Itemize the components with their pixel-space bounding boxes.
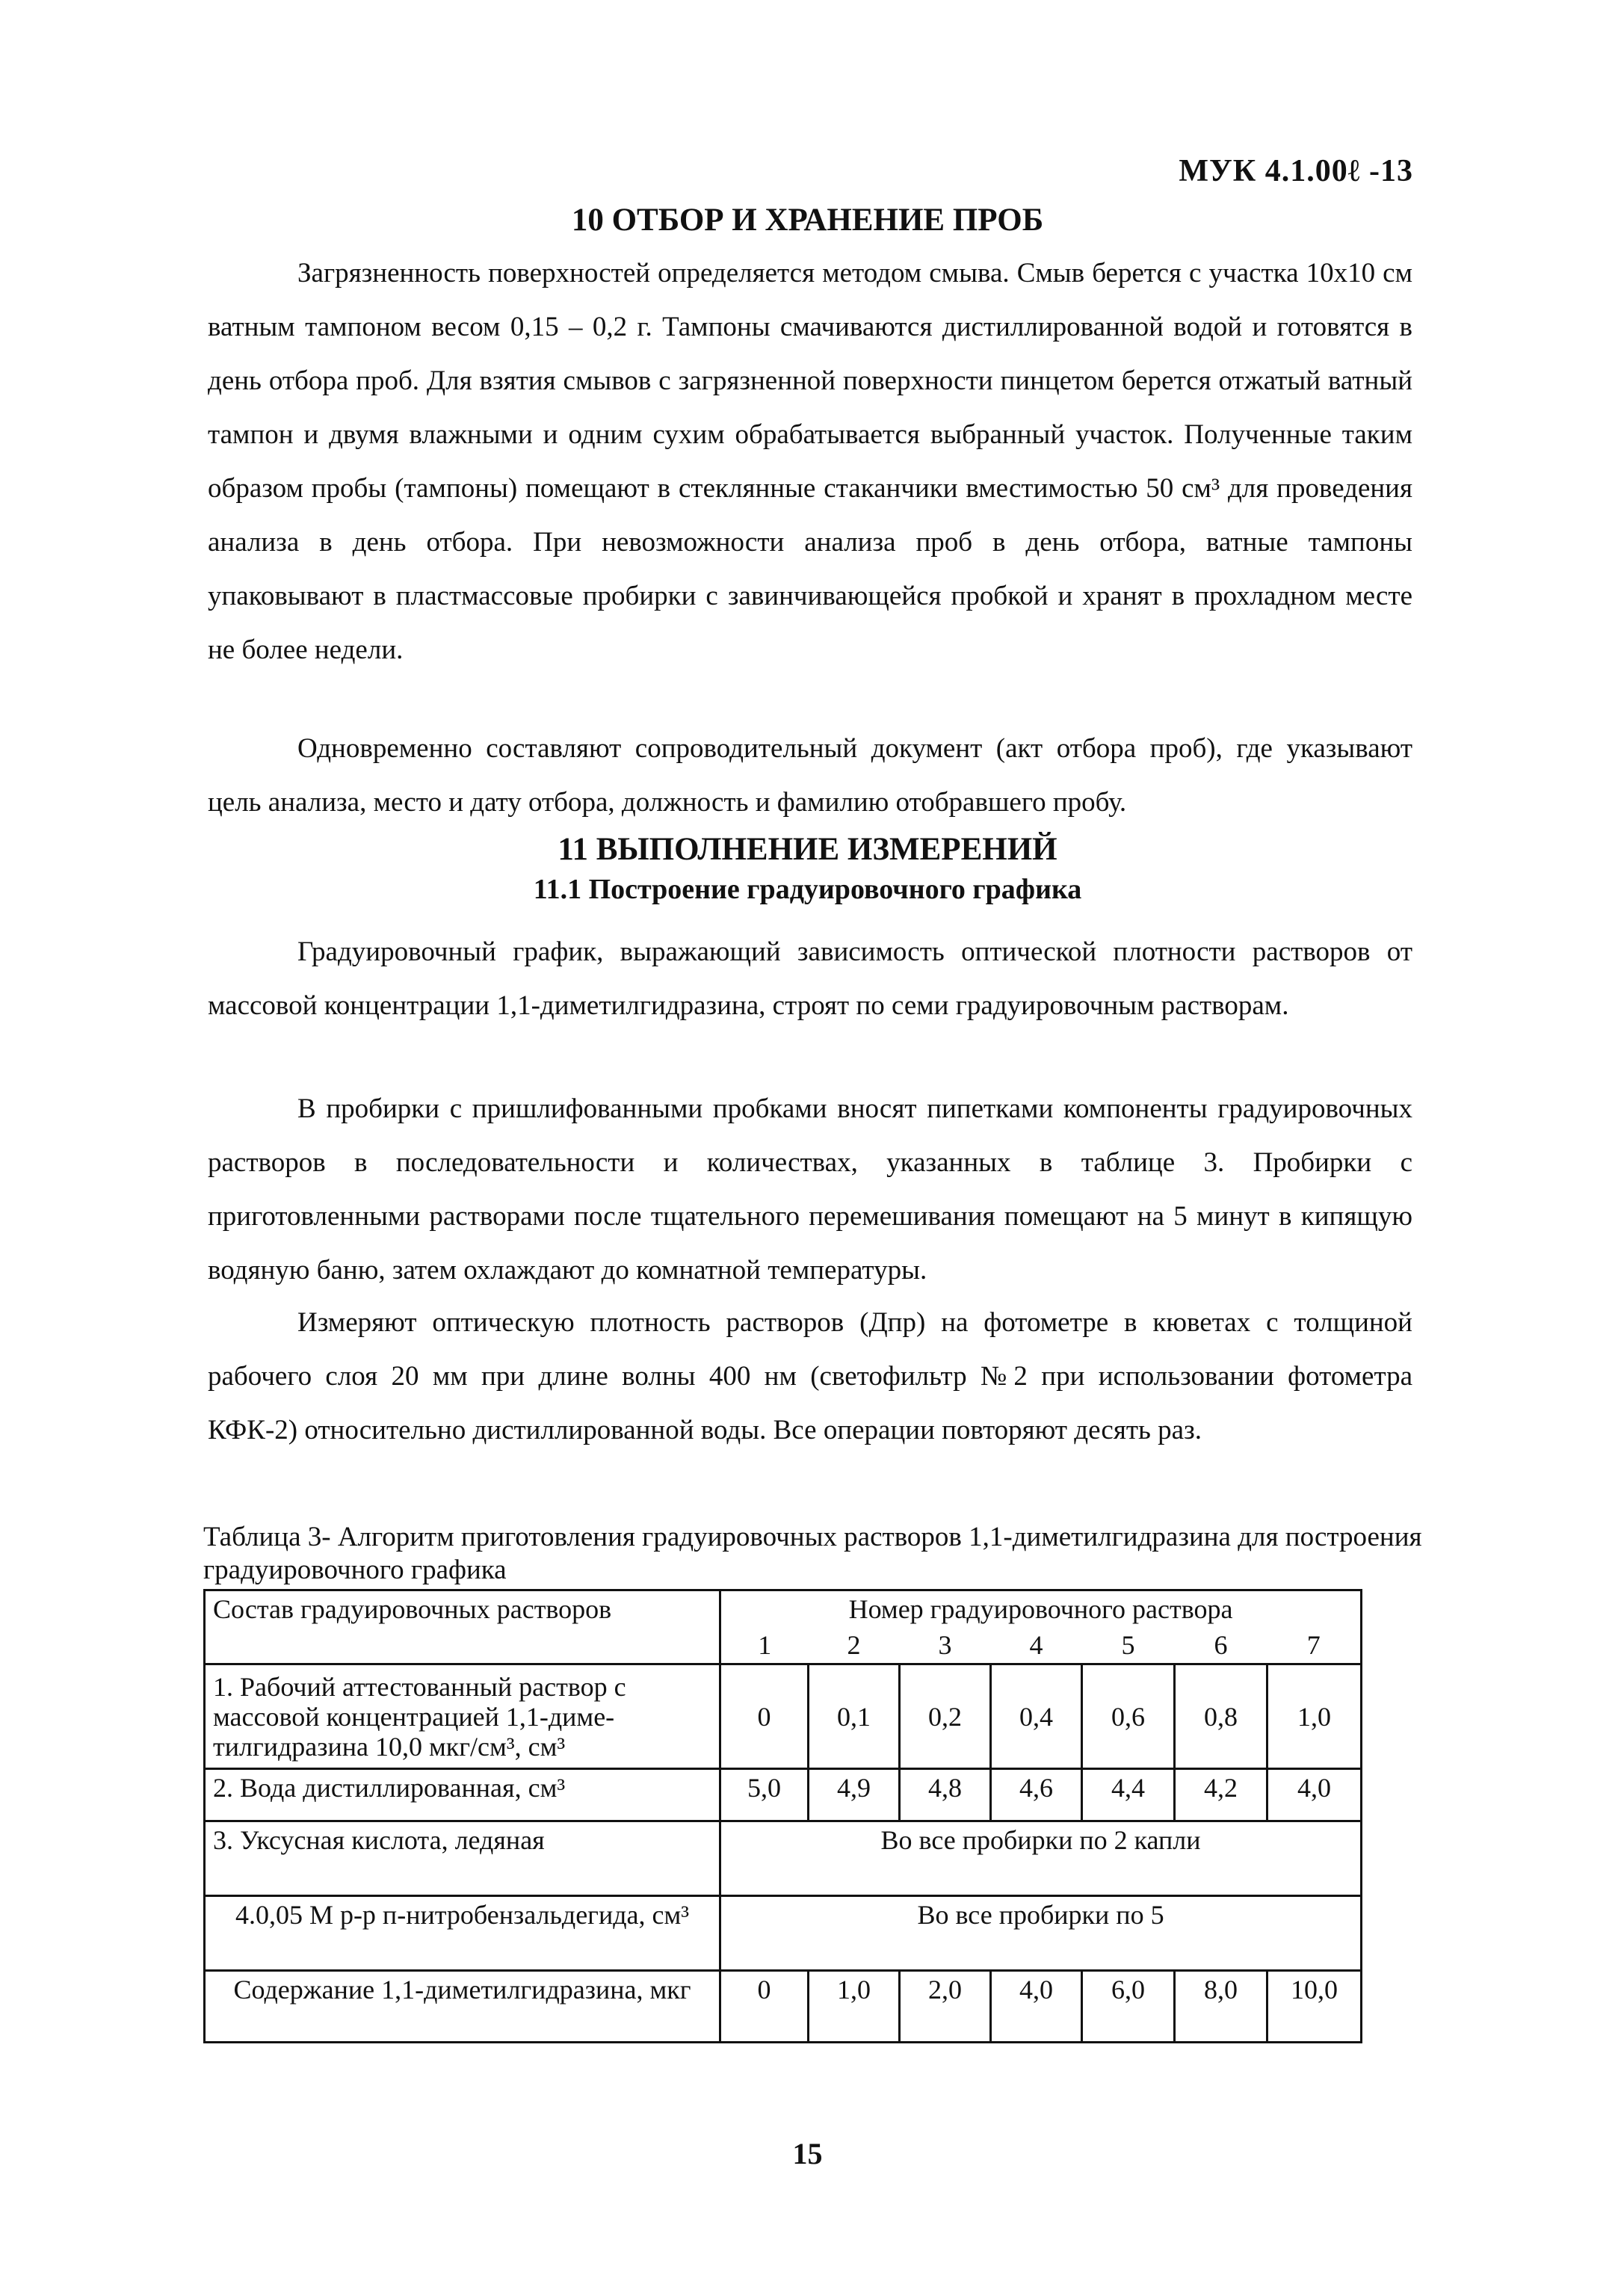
column-header-composition: Состав градуировочных растворов (205, 1590, 720, 1664)
row-label: 2. Вода дистиллированная, см³ (205, 1769, 720, 1821)
solution-number: 4 (1029, 1630, 1043, 1660)
table-cell: 4,2 (1175, 1769, 1267, 1821)
table-cell: 4,6 (991, 1769, 1082, 1821)
table-cell: 4,8 (900, 1769, 991, 1821)
table-cell: 0,8 (1175, 1664, 1267, 1769)
section-11-paragraph-1: Градуировочный график, выражающий зависимость оптической плотности растворов от массовой концентрации 1,1-диметилгидразина, строят по семи градуировочным растворам. (208, 936, 1412, 1021)
solution-number: 6 (1214, 1630, 1228, 1660)
page-number: 15 (792, 2137, 823, 2170)
table-cell: 0,1 (809, 1664, 900, 1769)
section-10-title: 10 ОТБОР И ХРАНЕНИЕ ПРОБ (571, 203, 1044, 238)
table-row (205, 1821, 1362, 1896)
table-row (205, 1664, 1362, 1769)
section-11-title: 11 ВЫПОЛНЕНИЕ ИЗМЕРЕНИЙ (558, 832, 1057, 867)
table-cell: 4,9 (809, 1769, 900, 1821)
table-row (205, 1971, 1362, 2043)
table-3 (203, 1589, 1362, 2043)
table-row (205, 1769, 1362, 1821)
solution-number: 5 (1121, 1630, 1135, 1660)
table-cell: 0,6 (1082, 1664, 1175, 1769)
row-label: 3. Уксусная кислота, ледяная (205, 1821, 720, 1896)
table-cell: 1,0 (809, 1971, 900, 2043)
solution-number: 3 (938, 1630, 952, 1660)
row-label: 4.0,05 М р-р п-нитробензальдегида, см³ (205, 1896, 720, 1971)
merged-cell: Во все пробирки по 2 капли (720, 1821, 1362, 1896)
table-cell: 10,0 (1267, 1971, 1362, 2043)
column-header-solution-number: Номер градуировочного раствора (720, 1590, 1362, 1628)
merged-cell: Во все пробирки по 5 (720, 1896, 1362, 1971)
section-11-1-subtitle: 11.1 Построение градуировочного графика (533, 874, 1082, 905)
table-cell: 0 (720, 1971, 809, 2043)
table-cell: 0 (720, 1664, 809, 1769)
solution-number: 2 (847, 1630, 861, 1660)
section-10-paragraph-2: Одновременно составляют сопроводительный документ (акт отбора проб), где указывают цель анализа, место и дату отбора, должность и фамилию отобравшего пробу. (208, 733, 1412, 818)
document-code: МУК 4.1.00ℓ -13 (1179, 154, 1413, 188)
section-10-paragraph-1: Загрязненность поверхностей определяется методом смыва. Смыв берется с участка 10x10 см ватным тампоном весом 0,15 – 0,2 г. Тампоны смачиваются дистиллированной водой и готовятся в день отбора проб. Для взятия смывов с загрязненной поверхности пинцетом берется отжатый ватный тампон и двумя влажными и одним сухим обрабатывается выбранный участок. Полученные таким образом пробы (тампоны) помещают в стеклянные стаканчики вместимостью 50 см³ для проведения анализа в день отбора. При невозможности анализа проб в день отбора, ватные тампоны упаковывают в пластмассовые пробирки с завинчивающейся пробкой и хранят в прохладном месте не более недели. (208, 258, 1412, 665)
table-cell: 2,0 (900, 1971, 991, 2043)
section-11-paragraph-3: Измеряют оптическую плотность растворов (Дпр) на фотометре в кюветах с толщиной рабочего слоя 20 мм при длине волны 400 нм (светофильтр №2 при использовании фотометра КФК-2) относительно дистиллированной воды. Все операции повторяют десять раз. (208, 1307, 1412, 1445)
table-cell: 0,4 (991, 1664, 1082, 1769)
row-label: Содержание 1,1-диметилгидразина, мкг (205, 1971, 720, 2043)
solution-number: 1 (720, 1627, 809, 1664)
table-3-caption: Таблица 3- Алгоритм приготовления градуировочных растворов 1,1-диметилгидразина для построения градуировочного графика (203, 1522, 1422, 1585)
section-11-paragraph-2: В пробирки с пришлифованными пробками вносят пипетками компоненты градуировочных растворов в последовательности и количествах, указанных в таблице 3. Пробирки с приготовленными растворами после тщательного перемешивания помещают на 5 минут в кипящую водяную баню, затем охлаждают до комнатной температуры. (208, 1093, 1412, 1286)
row-label: 1. Рабочий аттестованный раствор с массовой концентрацией 1,1-диме-тилгидразина 10,0 мкг/см³, см³ (205, 1664, 720, 1769)
table-cell: 4,0 (991, 1971, 1082, 2043)
table-cell: 1,0 (1267, 1664, 1362, 1769)
table-cell: 0,2 (900, 1664, 991, 1769)
solution-number: 7 (1267, 1627, 1362, 1664)
table-cell: 4,0 (1267, 1769, 1362, 1821)
table-header-row (205, 1590, 1362, 1628)
table-cell: 5,0 (720, 1769, 809, 1821)
table-cell: 4,4 (1082, 1769, 1175, 1821)
table-row (205, 1896, 1362, 1971)
table-cell: 6,0 (1082, 1971, 1175, 2043)
table-cell: 8,0 (1175, 1971, 1267, 2043)
